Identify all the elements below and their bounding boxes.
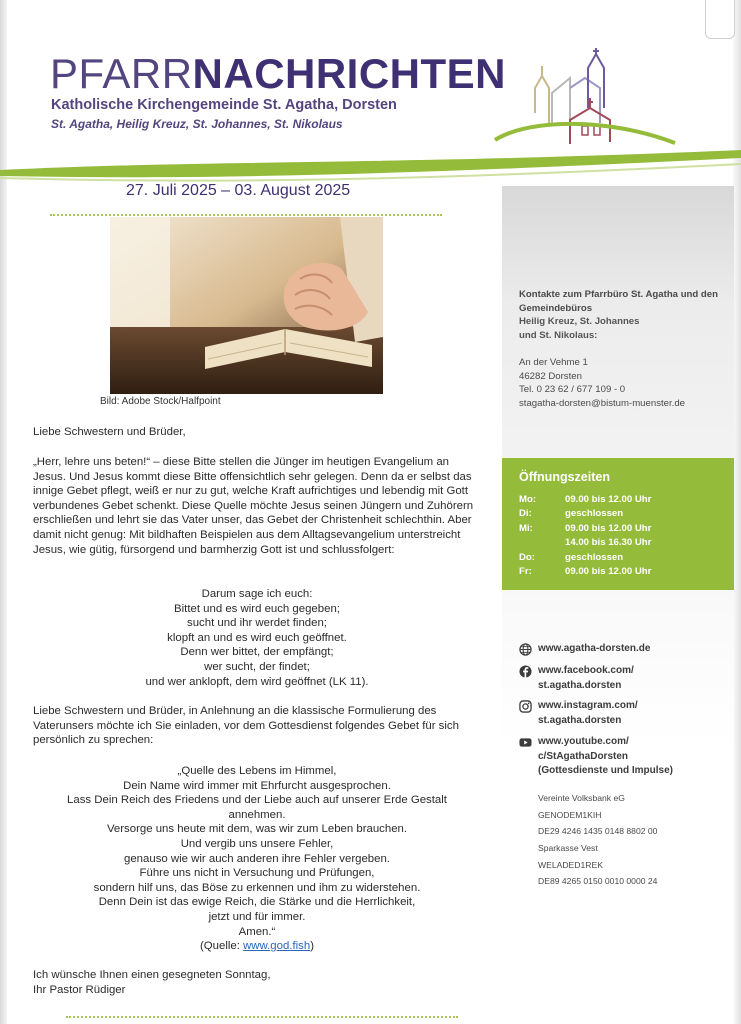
- hours-day: Mi:: [519, 523, 533, 534]
- bank-name: Sparkasse Vest: [538, 843, 598, 853]
- bank-iban: DE29 4246 1435 0148 8802 00: [538, 826, 658, 836]
- contact-phone: Tel. 0 23 62 / 677 109 - 0: [519, 384, 626, 395]
- youtube-icon: [519, 736, 532, 749]
- title-part-bold: NACHRICHTEN: [192, 50, 507, 97]
- hours-row: [519, 494, 651, 505]
- prayer-line: Und vergib uns unsere Fehler,: [180, 837, 334, 850]
- prayer-line: Versorge uns heute mit dem, was wir zum Leben brauchen.: [106, 823, 408, 836]
- hours-day: Mo:: [519, 494, 537, 505]
- youtube-link[interactable]: [519, 735, 729, 780]
- paragraph-1-text: „Herr, lehre uns beten!“ – diese Bitte stellen die Jünger im heutigen Evangelium an Jesus. Und Jesus kommt diese Bitte offensichtlich sehr gelegen. Denn da er selbst das innige Gebet pflegt, weiß er nur zu gut, welche Kraft aufrichtiges und lebendig mit Gott verbundenes Gebet schenkt. Diese Quelle möchte Jesus seinen Jüngern und Zuhörern erschließen und lehrt sie das Vater unser, das Gebet der Christenheit schlechthin. Aber damit nicht genug: Mit bildhaften Beispielen aus dem Alltagsevangelium unterstreicht Jesus, wie gütig, fürsorgend und barmherzig Gott ist und schlussfolgert:: [33, 456, 474, 556]
- hours-day: Do:: [519, 552, 535, 563]
- closing-line: Ich wünsche Ihnen einen gesegneten Sonntag,: [33, 969, 271, 981]
- date-range: 27. Juli 2025 – 03. August 2025: [126, 182, 351, 199]
- contact-email[interactable]: stagatha-dorsten@bistum-muenster.de: [519, 397, 685, 409]
- hours-day: Fr:: [519, 566, 532, 577]
- opening-hours-title: Öffnungszeiten: [519, 470, 610, 484]
- opening-hours-box: [502, 458, 734, 590]
- bank-account-2: [538, 841, 657, 889]
- prayer: [33, 764, 481, 954]
- globe-icon: [519, 643, 532, 656]
- bank-bic: WELADED1REK: [538, 859, 603, 870]
- youtube-text-line-1: www.youtube.com/: [538, 736, 629, 747]
- hours-time: 09.00 bis 12.00 Uhr: [565, 494, 652, 505]
- quote-line: Denn wer bittet, der empfängt;: [180, 646, 334, 659]
- paragraph-2-text: Liebe Schwestern und Brüder, in Anlehnung an die klassische Formulierung des Vaterunsers möchte ich Sie einladen, vor dem Gottesdienst folgendes Gebet für sich persönlich zu sprechen:: [33, 705, 459, 747]
- prayer-source: [33, 939, 481, 954]
- greeting: [33, 425, 481, 440]
- parish-subtitle: Katholische Kirchengemeinde St. Agatha, Dorsten: [51, 97, 397, 113]
- source-prefix: (Quelle:: [200, 940, 244, 953]
- prayer-line: „Quelle des Lebens im Himmel,: [177, 765, 337, 777]
- website-text: www.agatha-dorsten.de: [538, 643, 651, 654]
- contact-street: An der Vehme 1: [519, 357, 588, 368]
- facebook-text-line-1: www.facebook.com/: [538, 665, 634, 676]
- hours-row: [519, 537, 651, 548]
- bank-iban: DE89 4265 0150 0010 0000 24: [538, 876, 658, 886]
- hours-day: Di:: [519, 508, 532, 519]
- hours-row: [519, 508, 623, 519]
- quote-line: wer sucht, der findet;: [204, 660, 310, 673]
- hours-time: 09.00 bis 12.00 Uhr: [565, 566, 652, 577]
- paragraph-2: [33, 704, 481, 748]
- paragraph-1: [33, 455, 481, 557]
- facebook-text-line-2: st.agatha.dorsten: [538, 679, 622, 691]
- bank-account-1: [538, 791, 657, 839]
- photo-caption: Bild: Adobe Stock/Halfpoint: [100, 396, 221, 407]
- prayer-line: jetzt und für immer.: [208, 910, 306, 923]
- hours-row: [519, 523, 651, 534]
- youtube-text-line-2: c/StAgathaDorsten: [538, 750, 629, 762]
- hours-time: geschlossen: [565, 552, 624, 563]
- prayer-line: genauso wie wir auch anderen ihre Fehler vergeben.: [124, 852, 390, 865]
- contact-city: 46282 Dorsten: [519, 370, 582, 382]
- hours-time: geschlossen: [565, 508, 624, 519]
- prayer-line: Lass Dein Reich des Friedens und der Liebe auch auf unserer Erde Gestalt annehmen.: [67, 794, 447, 821]
- closing-signature: Ihr Pastor Rüdiger: [33, 983, 126, 996]
- quote-line: klopft an und es wird euch geöffnet.: [167, 631, 347, 644]
- greeting-text: Liebe Schwestern und Brüder,: [33, 426, 186, 438]
- scripture-quote: [33, 587, 481, 689]
- hours-row: [519, 566, 651, 577]
- closing: [33, 968, 481, 997]
- quote-line: Bittet und es wird euch gegeben;: [174, 602, 340, 615]
- prayer-line: sondern hilf uns, das Böse zu erkennen und ihm zu widerstehen.: [93, 881, 421, 894]
- instagram-text-line-2: st.agatha.dorsten: [538, 714, 622, 726]
- bank-bic: GENODEM1KIH: [538, 809, 602, 820]
- facebook-icon: [519, 665, 532, 678]
- source-suffix: ): [310, 940, 314, 953]
- hours-time: 09.00 bis 12.00 Uhr: [565, 523, 652, 534]
- hours-time: 14.00 bis 16.30 Uhr: [565, 537, 652, 548]
- facebook-link[interactable]: [519, 664, 729, 694]
- contact-heading: Kontakte zum Pfarrbüro St. Agatha und den Gemeindebüros: [519, 289, 718, 314]
- youtube-text-line-3: (Gottesdienste und Impulse): [538, 765, 674, 776]
- divider-bottom: [66, 1016, 458, 1018]
- contact-subheading: Heilig Kreuz, St. Johannes und St. Nikolaus:: [519, 316, 640, 341]
- quote-line: sucht und ihr werdet finden;: [187, 617, 327, 630]
- quote-line: und wer anklopft, dem wird geöffnet (LK 11).: [145, 675, 369, 688]
- website-link[interactable]: [519, 642, 729, 658]
- praying-hands-photo: [110, 217, 383, 394]
- instagram-text-line-1: www.instagram.com/: [538, 700, 638, 711]
- prayer-line: Amen.“: [238, 925, 276, 938]
- newsletter-title: [50, 50, 506, 98]
- parish-list: St. Agatha, Heilig Kreuz, St. Johannes, St. Nikolaus: [51, 117, 343, 131]
- page-corner-tab: [705, 0, 735, 39]
- contact-block: [519, 288, 729, 410]
- quote-line: Darum sage ich euch:: [201, 588, 313, 600]
- bank-name: Vereinte Volksbank eG: [538, 793, 625, 803]
- prayer-line: Dein Name wird immer mit Ehrfurcht ausgesprochen.: [123, 779, 391, 792]
- divider-top: [50, 214, 442, 216]
- hours-row: [519, 552, 623, 563]
- instagram-link[interactable]: [519, 699, 729, 729]
- instagram-icon: [519, 700, 532, 713]
- prayer-line: Denn Dein ist das ewige Reich, die Stärke und die Herrlichkeit,: [98, 896, 416, 909]
- title-part-light: PFARR: [50, 50, 193, 97]
- prayer-line: Führe uns nicht in Versuchung und Prüfungen,: [139, 867, 375, 880]
- source-link[interactable]: www.god.fish: [243, 940, 311, 953]
